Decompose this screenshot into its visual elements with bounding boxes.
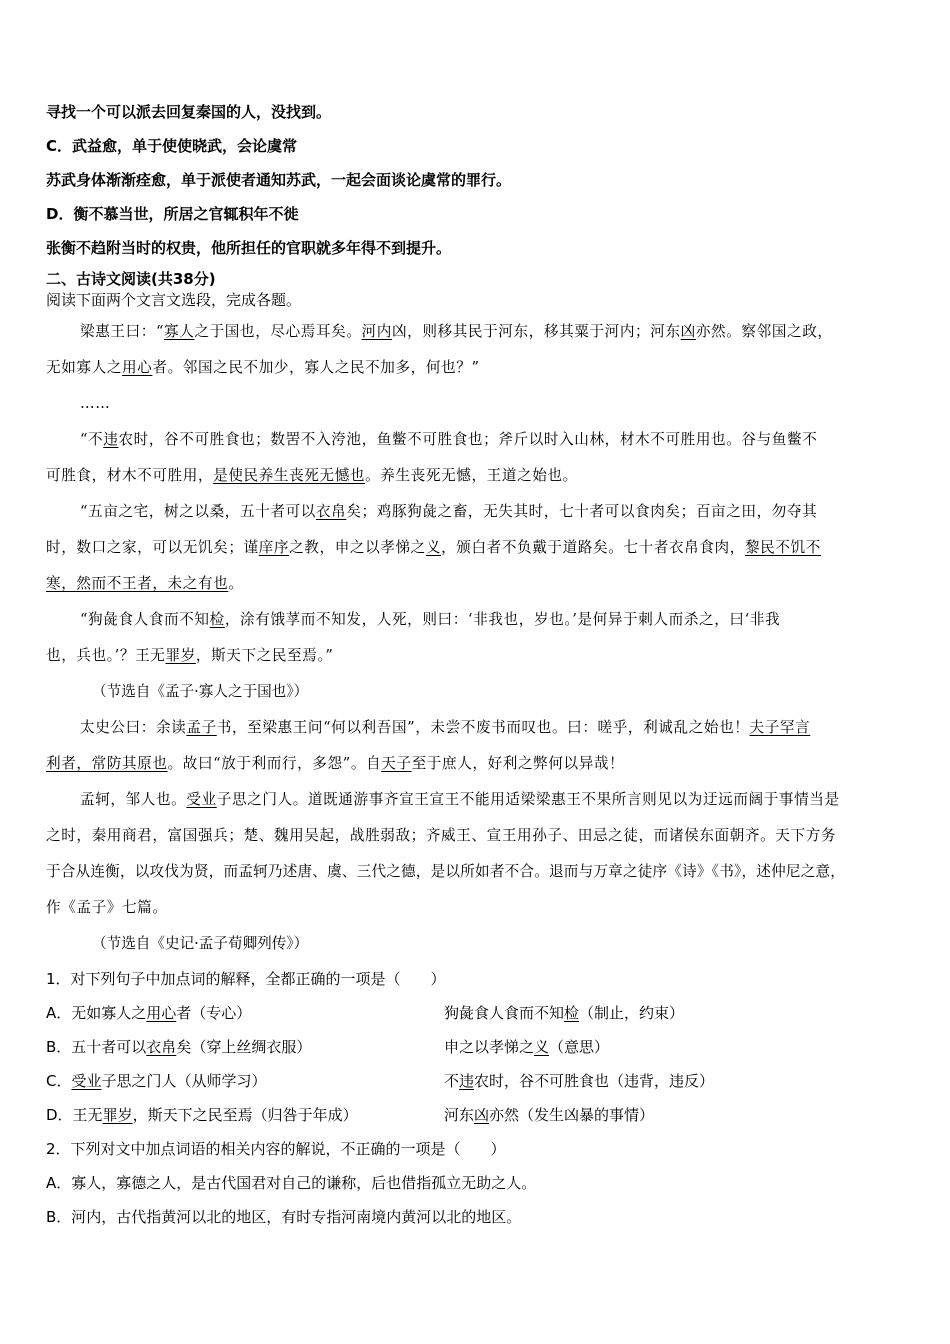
option-left: [46, 1030, 311, 1064]
passage1-paragraph-cont: [46, 350, 904, 386]
passage2-paragraph: [46, 710, 904, 746]
passage1-paragraph-cont: [46, 566, 904, 602]
text-span: 。养生丧死无憾，王道之始也。: [365, 467, 578, 484]
text-span: 。: [228, 575, 244, 592]
text-span: （意思）: [549, 1038, 610, 1056]
passage1-paragraph: [46, 422, 904, 458]
text-span: 农时，谷不可胜食也（违背，违反）: [474, 1072, 715, 1090]
question1-option-c: [46, 1064, 904, 1098]
marked-word: 庠序: [258, 539, 290, 556]
section-instruction: 阅读下面两个文言文选段，完成各题。: [46, 291, 302, 309]
marked-sentence: 夫子罕言: [749, 719, 811, 736]
translation-line: 苏武身体渐渐痊愈，单于派使者通知苏武，一起会面谈论虞常的罪行。: [46, 171, 512, 189]
text-span: 者。邻国之民不加少，寡人之民不加多，何也？”: [152, 359, 480, 376]
passage1-source: （节选自《孟子·寡人之于国也》）: [92, 683, 309, 700]
marked-word: 孟子: [186, 719, 217, 736]
option-right: [444, 996, 684, 1030]
ellipsis: ……: [80, 395, 111, 412]
text-span: （制止，约束）: [579, 1004, 685, 1022]
marked-word: 检: [209, 611, 225, 628]
passage2-paragraph: [46, 782, 904, 818]
option-line: C．武益愈，单于使使晓武，会论虞常: [46, 137, 298, 155]
passage1-paragraph: [46, 602, 904, 638]
text-span: 亦然（发生凶暴的事情）: [489, 1106, 655, 1124]
marked-sentence: 寒，然而不王者，未之有也: [46, 575, 229, 592]
text-span: 矣；鸡豚狗彘之畜，无失其时，七十者可以食肉矣；百亩之田，勿夺其: [346, 503, 818, 520]
text-span: 。故曰“放于利而行，多怨”。自: [167, 755, 382, 772]
marked-word: 衣帛: [146, 1038, 177, 1056]
text-span: 亦然。察邻国之政，: [695, 323, 833, 340]
section-heading: 二、古诗文阅读(共38分): [46, 270, 216, 288]
passage2-paragraph-cont: [46, 746, 904, 782]
option-right: [444, 1064, 714, 1098]
document-page: [46, 96, 904, 1234]
passage1-paragraph-cont: [46, 638, 904, 674]
marked-sentence: 是使民养生丧死无憾也: [213, 467, 366, 484]
option-line: D．衡不慕当世，所居之官辄积年不徙: [46, 205, 299, 223]
marked-word: 罪岁: [102, 1106, 133, 1124]
marked-word: 检: [564, 1004, 580, 1022]
marked-word: 凶: [680, 323, 696, 340]
text-span: 不: [444, 1072, 460, 1090]
text-span: “不: [80, 431, 104, 448]
passage1-paragraph-cont: [46, 530, 904, 566]
question1-stem: 1．对下列句子中加点词的解释，全都正确的一项是（ ）: [46, 970, 446, 988]
text-span: 狗彘食人食而不知: [444, 1004, 565, 1022]
passage2-paragraph-cont: 之时，秦用商君，富国强兵；楚、魏用吴起，战胜弱敌；齐威王、宣王用孙子、田忌之徒，而诸侯东面朝齐。天下方务: [46, 827, 837, 844]
marked-word: 义: [425, 539, 442, 556]
text-span: C．: [46, 1072, 72, 1090]
text-span: ，涂有饿莩而不知发，人死，则曰：‘非我也，岁也。’是何异于刺人而杀之，曰‘非我: [224, 611, 781, 628]
translation-line: 寻找一个可以派去回复秦国的人，没找到。: [46, 103, 332, 121]
text-span: “狗彘食人食而不知: [80, 611, 210, 628]
marked-sentence: 利者，常防其原也: [46, 755, 168, 772]
marked-word: 违: [103, 431, 119, 448]
text-span: 农时，谷不可胜食也；数罟不入洿池，鱼鳖不可胜食也；斧斤以时入山林，材木不可胜用也。谷与鱼鳖不: [118, 431, 818, 448]
question1-option-d: [46, 1098, 904, 1132]
question2-option-a: A．寡人，寡德之人，是古代国君对自己的谦称，后也借指孤立无助之人。: [46, 1174, 537, 1192]
passage2-source: （节选自《史记·孟子荀卿列传》）: [92, 935, 309, 952]
passage2-paragraph-cont: 作《孟子》七篇。: [46, 899, 168, 916]
text-span: B．五十者可以: [46, 1038, 147, 1056]
text-span: ，颁白者不负戴于道路矣。七十者衣帛食肉，: [441, 539, 745, 556]
marked-word: 用心: [121, 359, 153, 376]
text-span: 矣（穿上丝绸衣服）: [176, 1038, 312, 1056]
option-right: [444, 1030, 609, 1064]
text-span: 梁惠王曰：“: [80, 323, 165, 340]
passage1-paragraph-cont: [46, 458, 904, 494]
question1-option-b: [46, 1030, 904, 1064]
marked-word: 罪岁: [165, 647, 196, 664]
marked-word: 天子: [381, 755, 412, 772]
text-span: D．王无: [46, 1106, 103, 1124]
marked-word: 受业: [186, 791, 217, 808]
marked-word: 义: [534, 1038, 550, 1056]
marked-word: 用心: [146, 1004, 177, 1022]
text-span: 之教，申之以孝悌之: [289, 539, 426, 556]
text-span: 之于国也，尽心焉耳矣。: [194, 323, 362, 340]
text-span: 凶，则移其民于河东，移其粟于河内；河东: [391, 323, 681, 340]
text-span: A．无如寡人之: [46, 1004, 147, 1022]
passage2-paragraph-cont: 于合从连衡，以攻伐为贤，而孟轲乃述唐、虞、三代之德，是以所如者不合。退而与万章之徒序《诗》《书》，述仲尼之意，: [46, 863, 846, 880]
text-span: 可胜食，材木不可胜用，: [46, 467, 214, 484]
marked-word: 受业: [71, 1072, 102, 1090]
text-span: 河东: [444, 1106, 475, 1124]
marked-word: 凶: [474, 1106, 490, 1124]
passage1-paragraph: [46, 494, 904, 530]
text-span: 书，至梁惠王问“何以利吾国”，未尝不废书而叹也。曰：嗟乎，利诚乱之始也！: [216, 719, 750, 736]
text-span: 申之以孝悌之: [444, 1038, 535, 1056]
question2-stem: 2．下列对文中加点词语的相关内容的解说，不正确的一项是（ ）: [46, 1140, 506, 1158]
option-right: [444, 1098, 654, 1132]
text-span: 时，数口之家，可以无饥矣；谨: [46, 539, 259, 556]
text-span: 也，兵也。’？王无: [46, 647, 166, 664]
question1-option-a: [46, 996, 904, 1030]
text-span: 者（专心）: [176, 1004, 252, 1022]
text-span: 孟轲，邹人也。: [80, 791, 187, 808]
text-span: ，斯天下之民至焉。”: [195, 647, 334, 664]
text-span: 子思之门人（从师学习）: [101, 1072, 267, 1090]
text-span: “五亩之宅，树之以桑，五十者可以: [80, 503, 316, 520]
passage1-paragraph: [46, 314, 904, 350]
marked-word: 寡人: [164, 323, 195, 340]
question2-option-b: B．河内，古代指黄河以北的地区，有时专指河南境内黄河以北的地区。: [46, 1208, 522, 1226]
text-span: 无如寡人之: [46, 359, 122, 376]
text-span: ，斯天下之民至焉（归咎于年成）: [132, 1106, 358, 1124]
option-left: [46, 996, 251, 1030]
text-span: 子思之门人。道既通游事齐宣王宣王不能用适梁梁惠王不果所言则见以为迂远而阔于事情当是: [216, 791, 840, 808]
marked-word: 河内: [361, 323, 392, 340]
marked-sentence: 黎民不饥不: [744, 539, 821, 556]
marked-word: 违: [459, 1072, 475, 1090]
option-left: [46, 1064, 267, 1098]
option-left: [46, 1098, 358, 1132]
text-span: 太史公曰：余读: [80, 719, 187, 736]
translation-line: 张衡不趋附当时的权贵，他所担任的官职就多年得不到提升。: [46, 239, 452, 257]
text-span: 至于庶人，好利之弊何以异哉！: [411, 755, 625, 772]
marked-word: 衣帛: [315, 503, 347, 520]
